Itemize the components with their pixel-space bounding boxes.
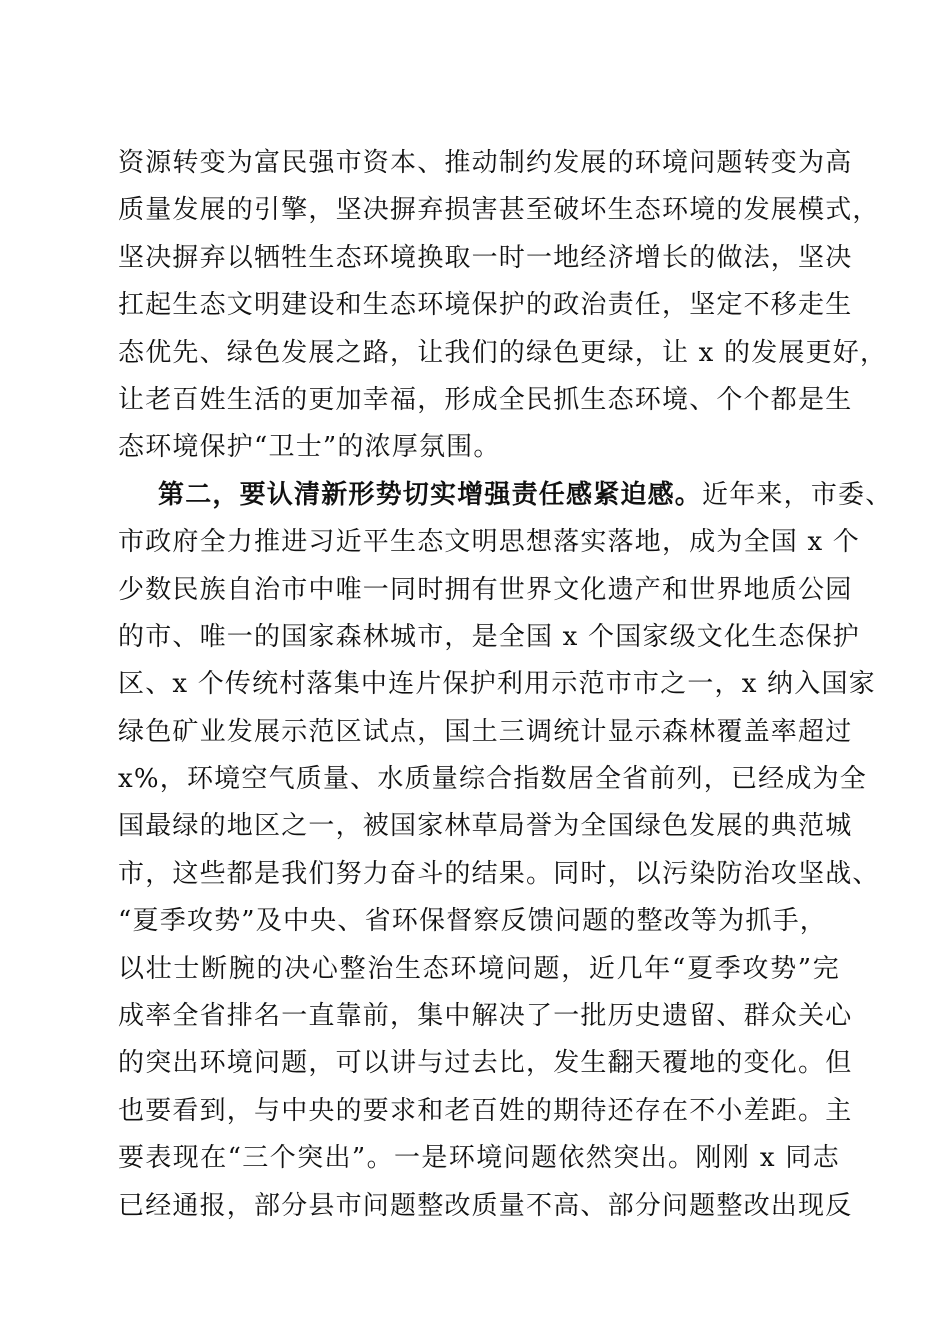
text-line: 也要看到，与中央的要求和老百姓的期待还存在不小差距。主 (118, 1095, 853, 1126)
text-line: 成率全省排名一直靠前，集中解决了一批历史遗留、群众关心 (118, 1001, 853, 1032)
text-line: 少数民族自治市中唯一同时拥有世界文化遗产和世界地质公园 (118, 574, 853, 605)
text-line: 要表现在“三个突出”。一是环境问题依然突出。刚刚 x 同志 (118, 1143, 840, 1174)
paragraph-2-first-line (118, 472, 893, 519)
text-line: 质量发展的引擎，坚决摒弃损害甚至破坏生态环境的发展模式， (118, 195, 880, 226)
text-line: 国最绿的地区之一，被国家林草局誉为全国绿色发展的典范城 (118, 811, 853, 842)
text-line: 资源转变为富民强市资本、推动制约发展的环境问题转变为高 (118, 148, 853, 178)
text-line: 以壮士断腕的决心整治生态环境问题，近几年“夏季攻势”完 (118, 953, 840, 984)
text-line: 已经通报，部分县市问题整改质量不高、部分问题整改出现反 (118, 1190, 853, 1221)
text-line: x%，环境空气质量、水质量综合指数居全省前列，已经成为全 (118, 764, 867, 795)
text-line: 的突出环境问题，可以讲与过去比，发生翻天覆地的变化。但 (118, 1048, 853, 1079)
paragraph-2-first-line-rest: 近年来，市委、 (702, 479, 893, 510)
text-line: 市政府全力推进习近平生态文明思想落实落地，成为全国 x 个 (118, 527, 860, 558)
text-line: 态环境保护“卫士”的浓厚氛围。 (118, 432, 501, 463)
text-line: 让老百姓生活的更加幸福，形成全民抓生态环境、个个都是生 (118, 384, 853, 415)
text-line: 态优先、绿色发展之路，让我们的绿色更绿，让 x 的发展更好， (118, 337, 888, 368)
text-line: 坚决摒弃以牺牲生态环境换取一时一地经济增长的做法，坚决 (118, 242, 853, 273)
document-body (118, 140, 893, 1230)
paragraph-2 (118, 472, 893, 1230)
text-line: “夏季攻势”及中央、省环保督察反馈问题的整改等为抓手， (118, 906, 827, 937)
text-line: 绿色矿业发展示范区试点，国土三调统计显示森林覆盖率超过 (118, 716, 853, 747)
text-line: 扛起生态文明建设和生态环境保护的政治责任，坚定不移走生 (118, 290, 853, 321)
text-line: 区、x 个传统村落集中连片保护利用示范市市之一，x 纳入国家 (118, 669, 876, 700)
paragraph-1 (118, 140, 888, 472)
text-line: 的市、唯一的国家森林城市，是全国 x 个国家级文化生态保护 (118, 621, 860, 652)
text-line: 市，这些都是我们努力奋斗的结果。同时，以污染防治攻坚战、 (118, 858, 880, 889)
paragraph-heading: 第二，要认清新形势切实增强责任感紧迫感。 (158, 479, 703, 510)
